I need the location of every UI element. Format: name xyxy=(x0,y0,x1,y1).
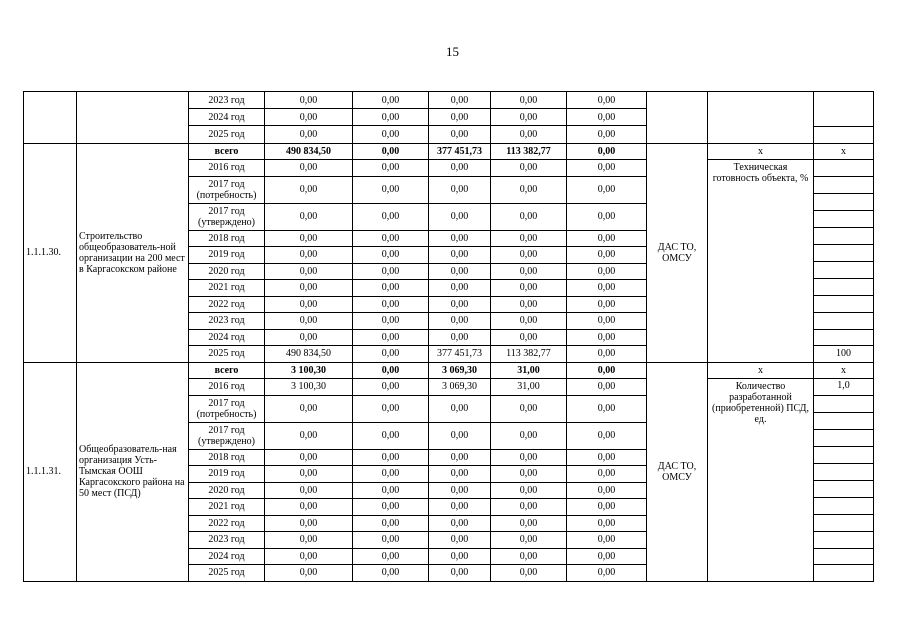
amount-cell: 0,00 xyxy=(353,422,429,449)
amount-cell: 0,00 xyxy=(567,422,647,449)
amount-cell: 0,00 xyxy=(429,449,491,466)
amount-cell: 0,00 xyxy=(491,449,567,466)
amount-cell: 0,00 xyxy=(491,126,567,143)
amount-cell: 0,00 xyxy=(353,143,429,160)
target-value xyxy=(814,313,873,330)
amount-cell: 0,00 xyxy=(429,515,491,532)
year-cell: 2017 год (утверждено) xyxy=(189,203,265,230)
item-code: 1.1.1.31. xyxy=(24,362,77,581)
amount-cell: 0,00 xyxy=(567,395,647,422)
amount-cell: 0,00 xyxy=(353,109,429,126)
amount-cell: 0,00 xyxy=(265,499,353,516)
amount-cell: 0,00 xyxy=(491,263,567,280)
amount-cell: 0,00 xyxy=(491,482,567,499)
amount-cell: 0,00 xyxy=(491,247,567,264)
amount-cell: 0,00 xyxy=(265,280,353,297)
amount-cell: 0,00 xyxy=(567,532,647,549)
amount-cell: 0,00 xyxy=(491,296,567,313)
target-value xyxy=(814,330,873,347)
target-cell xyxy=(814,92,874,144)
year-cell: всего xyxy=(189,362,265,379)
amount-cell: 0,00 xyxy=(429,532,491,549)
amount-cell: 0,00 xyxy=(429,313,491,330)
amount-cell: 0,00 xyxy=(353,532,429,549)
amount-cell: 0,00 xyxy=(567,379,647,396)
target-value xyxy=(814,447,873,464)
amount-cell: 3 069,30 xyxy=(429,379,491,396)
amount-cell: 0,00 xyxy=(429,482,491,499)
year-cell: 2025 год xyxy=(189,565,265,582)
amount-cell: 0,00 xyxy=(353,126,429,143)
year-cell: 2022 год xyxy=(189,515,265,532)
target-value xyxy=(814,279,873,296)
amount-cell: 0,00 xyxy=(353,160,429,177)
amount-cell: 0,00 xyxy=(265,313,353,330)
indicator-x: x xyxy=(708,144,813,161)
budget-table xyxy=(23,91,874,582)
amount-cell: 0,00 xyxy=(265,548,353,565)
executor-cell: ДАС ТО, ОМСУ xyxy=(647,362,708,581)
amount-cell: 0,00 xyxy=(567,565,647,582)
amount-cell: 0,00 xyxy=(567,247,647,264)
amount-cell: 0,00 xyxy=(353,230,429,247)
amount-cell: 0,00 xyxy=(567,160,647,177)
amount-cell: 0,00 xyxy=(429,109,491,126)
amount-cell: 377 451,73 xyxy=(429,346,491,363)
indicator-cell xyxy=(708,92,814,144)
target-value xyxy=(814,245,873,262)
year-cell: 2018 год xyxy=(189,230,265,247)
amount-cell: 0,00 xyxy=(265,247,353,264)
amount-cell: 0,00 xyxy=(567,109,647,126)
amount-cell: 0,00 xyxy=(353,515,429,532)
target-value xyxy=(814,396,873,413)
target-value xyxy=(814,565,873,580)
amount-cell: 377 451,73 xyxy=(429,143,491,160)
amount-cell: 0,00 xyxy=(353,203,429,230)
amount-cell: 0,00 xyxy=(567,143,647,160)
amount-cell: 0,00 xyxy=(491,466,567,483)
amount-cell: 0,00 xyxy=(567,329,647,346)
amount-cell: 0,00 xyxy=(491,515,567,532)
amount-cell: 31,00 xyxy=(491,379,567,396)
target-value xyxy=(814,228,873,245)
year-cell: 2024 год xyxy=(189,548,265,565)
amount-cell: 0,00 xyxy=(265,160,353,177)
amount-cell: 0,00 xyxy=(265,395,353,422)
amount-cell: 0,00 xyxy=(567,346,647,363)
amount-cell: 0,00 xyxy=(265,126,353,143)
year-cell: 2021 год xyxy=(189,280,265,297)
target-value xyxy=(814,481,873,498)
year-cell: 2017 год (потребность) xyxy=(189,176,265,203)
amount-cell: 0,00 xyxy=(567,176,647,203)
year-cell: 2016 год xyxy=(189,379,265,396)
amount-cell: 0,00 xyxy=(265,422,353,449)
amount-cell: 0,00 xyxy=(491,422,567,449)
target-value xyxy=(814,194,873,211)
amount-cell: 0,00 xyxy=(353,499,429,516)
amount-cell: 0,00 xyxy=(265,329,353,346)
amount-cell: 0,00 xyxy=(353,92,429,109)
amount-cell: 0,00 xyxy=(353,548,429,565)
amount-cell: 0,00 xyxy=(353,565,429,582)
amount-cell: 0,00 xyxy=(429,395,491,422)
amount-cell: 113 382,77 xyxy=(491,143,567,160)
amount-cell: 0,00 xyxy=(491,395,567,422)
year-cell: 2019 год xyxy=(189,466,265,483)
year-cell: 2022 год xyxy=(189,296,265,313)
table-row xyxy=(24,143,874,160)
year-cell: 2023 год xyxy=(189,532,265,549)
amount-cell: 0,00 xyxy=(567,92,647,109)
amount-cell: 0,00 xyxy=(265,515,353,532)
amount-cell: 113 382,77 xyxy=(491,346,567,363)
amount-cell: 0,00 xyxy=(353,296,429,313)
amount-cell: 0,00 xyxy=(429,203,491,230)
amount-cell: 0,00 xyxy=(353,395,429,422)
amount-cell: 0,00 xyxy=(265,92,353,109)
executor-cell: ДАС ТО, ОМСУ xyxy=(647,143,708,362)
amount-cell: 0,00 xyxy=(491,92,567,109)
year-cell: 2019 год xyxy=(189,247,265,264)
amount-cell: 0,00 xyxy=(491,329,567,346)
item-name: Строительство общеобразователь-ной организации на 200 мест в Каргасокском районе xyxy=(77,143,189,362)
amount-cell: 0,00 xyxy=(567,499,647,516)
indicator-cell xyxy=(708,362,814,581)
amount-cell: 0,00 xyxy=(265,449,353,466)
year-cell: 2020 год xyxy=(189,263,265,280)
target-value xyxy=(814,498,873,515)
amount-cell: 0,00 xyxy=(265,263,353,280)
amount-cell: 0,00 xyxy=(567,313,647,330)
amount-cell: 0,00 xyxy=(567,280,647,297)
target-value: 100 xyxy=(836,348,851,360)
amount-cell: 0,00 xyxy=(353,449,429,466)
target-value xyxy=(814,515,873,532)
amount-cell: 0,00 xyxy=(353,263,429,280)
amount-cell: 0,00 xyxy=(567,466,647,483)
amount-cell: 0,00 xyxy=(491,280,567,297)
amount-cell: 0,00 xyxy=(567,126,647,143)
amount-cell: 31,00 xyxy=(491,362,567,379)
amount-cell: 0,00 xyxy=(567,296,647,313)
amount-cell: 0,00 xyxy=(429,230,491,247)
target-value xyxy=(814,177,873,194)
amount-cell: 0,00 xyxy=(265,482,353,499)
amount-cell: 0,00 xyxy=(429,548,491,565)
amount-cell: 0,00 xyxy=(353,329,429,346)
amount-cell: 0,00 xyxy=(429,296,491,313)
amount-cell: 0,00 xyxy=(567,362,647,379)
amount-cell: 0,00 xyxy=(265,109,353,126)
year-cell: 2017 год (потребность) xyxy=(189,395,265,422)
amount-cell: 0,00 xyxy=(429,329,491,346)
amount-cell: 0,00 xyxy=(353,362,429,379)
amount-cell: 0,00 xyxy=(491,565,567,582)
item-code: 1.1.1.30. xyxy=(24,143,77,362)
year-cell: 2024 год xyxy=(189,329,265,346)
target-value xyxy=(814,532,873,549)
year-cell: 2023 год xyxy=(189,92,265,109)
amount-cell: 3 100,30 xyxy=(265,379,353,396)
year-cell: 2020 год xyxy=(189,482,265,499)
page-number: 15 xyxy=(446,44,459,59)
amount-cell: 0,00 xyxy=(491,532,567,549)
indicator-cell xyxy=(708,143,814,362)
amount-cell: 0,00 xyxy=(265,532,353,549)
code-cell xyxy=(24,92,77,144)
amount-cell: 0,00 xyxy=(353,346,429,363)
table-row xyxy=(24,362,874,379)
amount-cell: 0,00 xyxy=(429,263,491,280)
amount-cell: 0,00 xyxy=(429,422,491,449)
amount-cell: 0,00 xyxy=(265,176,353,203)
amount-cell: 490 834,50 xyxy=(265,346,353,363)
amount-cell: 0,00 xyxy=(491,176,567,203)
amount-cell: 0,00 xyxy=(353,247,429,264)
year-cell: 2021 год xyxy=(189,499,265,516)
target-value xyxy=(814,549,873,566)
table-row xyxy=(24,92,874,109)
amount-cell: 0,00 xyxy=(265,230,353,247)
amount-cell: 0,00 xyxy=(429,92,491,109)
amount-cell: 0,00 xyxy=(567,203,647,230)
target-value xyxy=(814,211,873,228)
indicator-x: x xyxy=(708,363,813,380)
amount-cell: 0,00 xyxy=(491,548,567,565)
amount-cell: 0,00 xyxy=(265,203,353,230)
amount-cell: 0,00 xyxy=(491,160,567,177)
amount-cell: 0,00 xyxy=(491,313,567,330)
amount-cell: 0,00 xyxy=(491,499,567,516)
target-cell xyxy=(814,362,874,581)
target-value xyxy=(814,413,873,430)
amount-cell: 0,00 xyxy=(265,296,353,313)
target-value xyxy=(814,262,873,279)
amount-cell: 490 834,50 xyxy=(265,143,353,160)
item-name: Общеобразователь-ная организация Усть-Тымская ООШ Каргасокского района на 50 мест (ПСД) xyxy=(77,362,189,581)
target-value xyxy=(814,464,873,481)
target-value: x xyxy=(814,144,873,161)
amount-cell: 3 069,30 xyxy=(429,362,491,379)
amount-cell: 0,00 xyxy=(429,247,491,264)
executor-cell xyxy=(647,92,708,144)
target-value: x xyxy=(814,363,873,380)
year-cell: 2017 год (утверждено) xyxy=(189,422,265,449)
amount-cell: 0,00 xyxy=(491,203,567,230)
indicator-name: Количество разработанной (приобретенной) ПСД, ед. xyxy=(712,381,809,425)
target-value: 1,0 xyxy=(814,379,873,396)
amount-cell: 0,00 xyxy=(567,482,647,499)
amount-cell: 0,00 xyxy=(567,263,647,280)
amount-cell: 0,00 xyxy=(429,466,491,483)
amount-cell: 0,00 xyxy=(353,466,429,483)
indicator-name: Техническая готовность объекта, % xyxy=(712,162,809,184)
year-cell: 2016 год xyxy=(189,160,265,177)
target-value xyxy=(814,430,873,447)
year-cell: всего xyxy=(189,143,265,160)
name-cell xyxy=(77,92,189,144)
amount-cell: 0,00 xyxy=(429,126,491,143)
year-cell: 2025 год xyxy=(189,346,265,363)
amount-cell: 0,00 xyxy=(353,482,429,499)
year-cell: 2025 год xyxy=(189,126,265,143)
amount-cell: 0,00 xyxy=(429,160,491,177)
amount-cell: 0,00 xyxy=(265,466,353,483)
year-cell: 2018 год xyxy=(189,449,265,466)
amount-cell: 0,00 xyxy=(567,515,647,532)
amount-cell: 0,00 xyxy=(567,449,647,466)
amount-cell: 0,00 xyxy=(353,379,429,396)
amount-cell: 0,00 xyxy=(429,565,491,582)
amount-cell: 0,00 xyxy=(353,313,429,330)
amount-cell: 0,00 xyxy=(567,548,647,565)
amount-cell: 0,00 xyxy=(567,230,647,247)
amount-cell: 0,00 xyxy=(429,176,491,203)
amount-cell: 3 100,30 xyxy=(265,362,353,379)
target-cell xyxy=(814,143,874,362)
amount-cell: 0,00 xyxy=(429,499,491,516)
amount-cell: 0,00 xyxy=(491,109,567,126)
target-value xyxy=(814,296,873,313)
amount-cell: 0,00 xyxy=(429,280,491,297)
amount-cell: 0,00 xyxy=(265,565,353,582)
year-cell: 2023 год xyxy=(189,313,265,330)
amount-cell: 0,00 xyxy=(491,230,567,247)
amount-cell: 0,00 xyxy=(353,280,429,297)
target-value xyxy=(814,160,873,177)
year-cell: 2024 год xyxy=(189,109,265,126)
amount-cell: 0,00 xyxy=(353,176,429,203)
